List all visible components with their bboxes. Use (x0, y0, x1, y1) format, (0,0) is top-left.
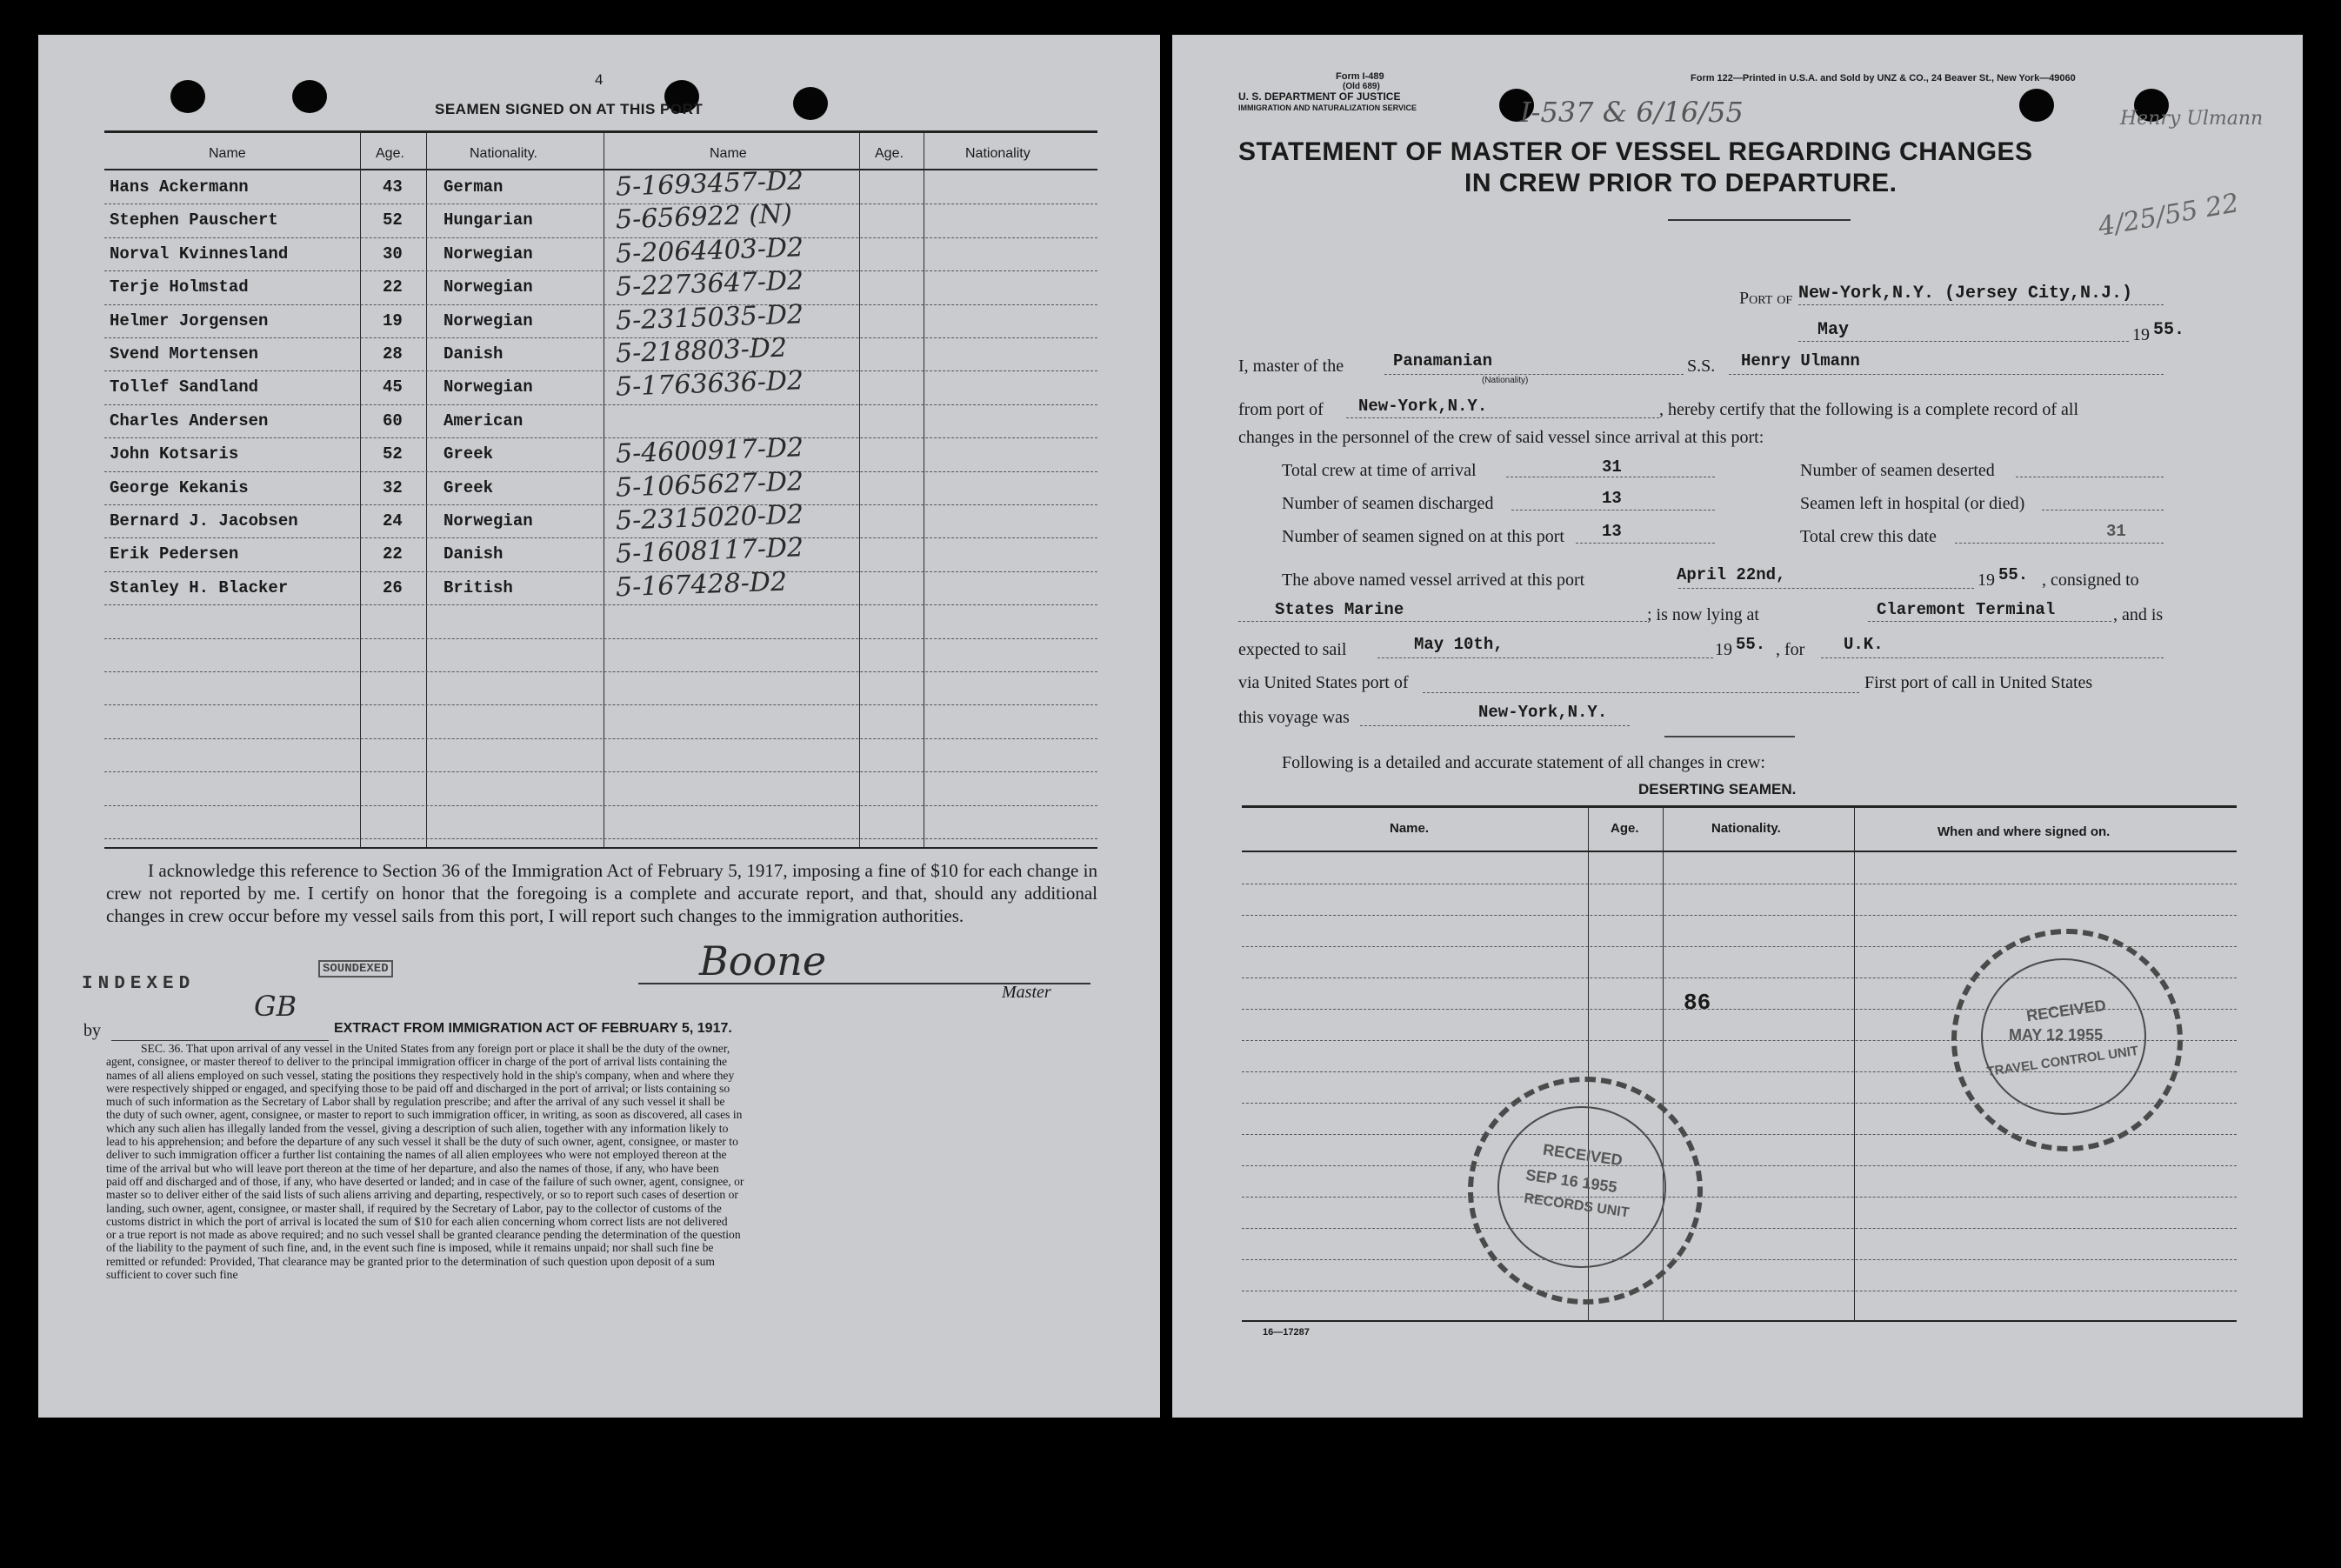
seaman-age: 26 (383, 577, 403, 597)
seaman-nationality: British (444, 577, 513, 597)
seaman-name: Stanley H. Blacker (110, 577, 289, 597)
stamp-received-1: RECEIVED (2024, 996, 2107, 1025)
ss-label: S.S. (1687, 357, 1716, 376)
extract-title: EXTRACT FROM IMMIGRATION ACT OF FEBRUARY 5, 1917. (334, 1021, 732, 1036)
via-label: via United States port of (1238, 673, 1409, 692)
section-36-line: the duty of such owner, agent, consignee, or master to report to such immigration officer, in writing, as soon as discovered, all cases in (106, 1108, 743, 1122)
deserting-note: 86 (1684, 990, 1711, 1016)
statement-title-line2: IN CREW PRIOR TO DEPARTURE. (1464, 169, 1897, 197)
year-value-expected: 55. (1736, 635, 1766, 654)
from-port-value: New-York,N.Y. (1358, 397, 1488, 416)
form-number: Form I-489 (1336, 71, 1384, 82)
stamp-received-2: RECEIVED (1542, 1140, 1624, 1170)
left-title: SEAMEN SIGNED ON AT THIS PORT (435, 101, 704, 117)
deserting-col-age: Age. (1611, 821, 1639, 836)
section-36-line: remitted or refunded: Provided, That clearance may be granted prior to the determination of such question upon deposit of a sum (106, 1254, 715, 1268)
section-36-line: were respectively shipped or engaged, and specifying those to be paid off and discharged in the port of arrival; or lists containing so (106, 1081, 730, 1095)
following-text: Following is a detailed and accurate statement of all changes in crew: (1282, 753, 1765, 772)
deserting-col-nationality: Nationality. (1711, 821, 1781, 836)
seaman-nationality: German (444, 177, 504, 197)
section-36-line: or a true report is not made as above required; and no such vessel shall be granted clearance pending the determination of the question (106, 1228, 741, 1242)
changes-text: changes in the personnel of the crew of said vessel since arrival at this port: (1238, 428, 1764, 447)
first-port-label: First port of call in United States (1864, 673, 2093, 692)
year-value-arrived: 55. (1998, 565, 2029, 584)
total-date-label: Total crew this date (1800, 527, 1937, 546)
seaman-name: Stephen Pauschert (110, 210, 278, 230)
signed-on-label: Number of seamen signed on at this port (1282, 527, 1564, 546)
section-36-line: of the liability to the payment of such fine, and, in the event such fine is imposed, while it remains unpaid; nor shall such fine be (106, 1241, 714, 1255)
page-number: 4 (595, 71, 604, 88)
year-prefix-expected: 19 (1715, 640, 1732, 659)
seaman-name: John Kotsaris (110, 444, 239, 464)
seaman-nationality: Norwegian (444, 277, 533, 297)
stamp-unit-1: TRAVEL CONTROL UNIT (1985, 1043, 2140, 1080)
seaman-document-number: 5-218803-D2 (615, 332, 788, 370)
section-36-line: much of such information as the Secretary of Labor shall by regulation prescribe; and after the arrival of any such vessel it shall be (106, 1095, 725, 1109)
seaman-document-number: 5-2064403-D2 (615, 232, 804, 270)
service: IMMIGRATION AND NATURALIZATION SERVICE (1238, 103, 1417, 112)
seaman-name: Terje Holmstad (110, 277, 249, 297)
seaman-name: Charles Andersen (110, 410, 269, 430)
seaman-age: 30 (383, 244, 403, 264)
stamp-date-1: MAY 12 1955 (2009, 1026, 2104, 1044)
hospital-label: Seamen left in hospital (or died) (1800, 494, 2025, 513)
consigned-value: States Marine (1275, 600, 1404, 619)
punch-hole (2019, 89, 2054, 122)
master-label: Master (1002, 983, 1051, 1002)
seaman-document-number: 5-2315020-D2 (615, 499, 804, 537)
for-label: , for (1776, 640, 1805, 659)
by-initials: GB (254, 990, 297, 1023)
section-36-line: customs district in which the port of arrival is located the sum of $10 for each alien concerning whom correct lists are not delivered (106, 1214, 728, 1228)
year-prefix-arrived: 19 (1978, 570, 1995, 590)
seaman-age: 22 (383, 544, 403, 564)
section-36-line: landing, such owner, agent, consignee, or master shall, if required by the Secretary of Labor, pay to the collector of customs of the (106, 1201, 722, 1215)
seaman-nationality: Hungarian (444, 210, 533, 230)
stamp-unit-2: RECORDS UNIT (1523, 1191, 1631, 1221)
lying-label: ; is now lying at (1647, 605, 1759, 624)
seaman-name: Tollef Sandland (110, 377, 259, 397)
and-is: , and is (2113, 605, 2164, 624)
col-header-name: Name (209, 146, 246, 161)
year-value: 55. (2153, 320, 2185, 340)
seaman-nationality: Norwegian (444, 310, 533, 330)
seaman-document-number: 5-1693457-D2 (615, 165, 804, 203)
footer-code: 16—17287 (1263, 1327, 1310, 1338)
received-stamp-records (1468, 1077, 1703, 1304)
section-36-line: time of the arrival but who will leave port thereon at the time of her departure, and also the names of those, if any, who have been (106, 1161, 719, 1175)
col-header-nationality: Nationality. (470, 146, 537, 161)
seaman-age: 52 (383, 210, 403, 230)
seaman-document-number: 5-1608117-D2 (615, 532, 804, 570)
seaman-document-number: 5-4600917-D2 (615, 432, 804, 470)
seaman-age: 32 (383, 477, 403, 497)
master-prefix: I, master of the (1238, 357, 1344, 376)
deserting-col-name: Name. (1390, 821, 1430, 836)
voyage-value: New-York,N.Y. (1478, 703, 1608, 722)
form-old: (Old 689) (1343, 82, 1380, 91)
printer-note: Form 122—Printed in U.S.A. and Sold by UNZ & CO., 24 Beaver St., New York—49060 (1691, 73, 2076, 83)
seaman-name: Bernard J. Jacobsen (110, 511, 298, 530)
col-header-age-2: Age. (875, 146, 904, 161)
expected-label: expected to sail (1238, 640, 1347, 659)
stamp-date-2: SEP 16 1955 (1524, 1165, 1618, 1197)
seaman-name: Erik Pedersen (110, 544, 239, 564)
seaman-age: 22 (383, 277, 403, 297)
nationality-hint: (Nationality) (1482, 376, 1529, 385)
section-36-line: deliver to such immigration officer a further list containing the names of all alien employees who were not employed thereon at the (106, 1148, 727, 1162)
signed-on-value: 13 (1602, 522, 1622, 541)
seaman-age: 28 (383, 344, 403, 364)
seaman-document-number: 5-2273647-D2 (615, 265, 804, 303)
seaman-age: 19 (383, 310, 403, 330)
soundexed-stamp: SOUNDEXED (318, 960, 393, 977)
master-signature: Boone (699, 937, 827, 984)
section-36-text (106, 1042, 1150, 1281)
indexed-stamp: INDEXED (82, 974, 196, 994)
vessel-name: Henry Ulmann (1741, 351, 1860, 370)
seaman-nationality: Norwegian (444, 377, 533, 397)
port-label: Port of (1739, 289, 1793, 308)
handwritten-name: Henry Ulmann (2120, 108, 2264, 130)
seaman-name: Helmer Jorgensen (110, 310, 269, 330)
discharged-label: Number of seamen discharged (1282, 494, 1494, 513)
deserted-label: Number of seamen deserted (1800, 461, 1995, 480)
acknowledgement-text: I acknowledge this reference to Section 36 of the Immigration Act of February 5, 1917, imposing a fine of $10 for each change in crew not reported by me. I certify on honor that the foregoing is a complete and accurate report, and that, should any additional changes in crew occur before my vessel sails from this port, I will report such changes to the immigration authorities. (106, 860, 1097, 926)
seaman-nationality: Norwegian (444, 244, 533, 264)
right-page (1172, 35, 2303, 1418)
port-value: New-York,N.Y. (Jersey City,N.J.) (1798, 284, 2133, 304)
section-36-line: names of all aliens employed on such vessel, stating the positions they respectively hold in the ship's company, when and where they (106, 1068, 735, 1082)
col-header-nationality-2: Nationality (965, 146, 1030, 161)
seaman-nationality: Greek (444, 477, 494, 497)
col-header-name-2: Name (710, 146, 747, 161)
seaman-document-number: 5-656922 (N) (615, 198, 793, 236)
punch-hole (793, 87, 828, 120)
section-36-line: which any such alien has illegally landed from the vessel, giving a description of such alien, together with any information likely to (106, 1121, 729, 1135)
left-page (38, 35, 1160, 1418)
consigned-label: , consigned to (2042, 570, 2139, 590)
lying-value: Claremont Terminal (1877, 600, 2056, 619)
seaman-nationality: Greek (444, 444, 494, 464)
deserting-col-signed-on: When and where signed on. (1937, 824, 2111, 839)
punch-hole (292, 80, 327, 113)
section-36-line: master so to deliver either of the said lists of such aliens arriving and departing, respectively, or so to report such cases of desertion or (106, 1188, 738, 1202)
date-month: May (1817, 320, 1850, 340)
department: U. S. DEPARTMENT OF JUSTICE (1238, 90, 1401, 103)
section-36-line: SEC. 36. That upon arrival of any vessel in the United States from any foreign port or place it shall be the duty of the owner, (141, 1042, 730, 1055)
seaman-age: 60 (383, 410, 403, 430)
expected-value: May 10th, (1414, 635, 1504, 654)
seaman-name: George Kekanis (110, 477, 249, 497)
col-header-age: Age. (376, 146, 404, 161)
seaman-age: 52 (383, 444, 403, 464)
seaman-age: 24 (383, 511, 403, 530)
handwritten-file-number: I-537 & 6/16/55 (1520, 96, 1744, 129)
section-36-line: lead to his apprehension; and before the departure of any such vessel it shall be the duty of such owner, agent, consignee, or master to (106, 1135, 738, 1149)
from-port-label: from port of (1238, 400, 1324, 419)
seaman-document-number: 5-1065627-D2 (615, 465, 804, 504)
arrived-label: The above named vessel arrived at this port (1282, 570, 1585, 590)
seaman-name: Hans Ackermann (110, 177, 249, 197)
by-label: by (83, 1021, 101, 1040)
section-36-line: agent, consignee, or master thereof to deliver to the principal immigration officer in charge of the port of arrival lists containing the (106, 1055, 728, 1069)
seaman-document-number: 5-2315035-D2 (615, 298, 804, 337)
section-36-line: sufficient to cover such fine (106, 1268, 238, 1282)
seaman-document-number: 5-1763636-D2 (615, 365, 804, 404)
seaman-age: 43 (383, 177, 403, 197)
discharged-value: 13 (1602, 489, 1622, 508)
statement-title-line1: STATEMENT OF MASTER OF VESSEL REGARDING CHANGES (1238, 137, 2033, 166)
section-36-line: paid off and discharged and of those, if any, who have deserted or landed; and in case of the failure of such owner, agent, consignee, or (106, 1174, 744, 1188)
voyage-label: this voyage was (1238, 708, 1350, 727)
seaman-nationality: Danish (444, 544, 504, 564)
seaman-document-number: 5-167428-D2 (615, 566, 788, 604)
for-value: U.K. (1844, 635, 1884, 654)
handwritten-date: 4/25/55 22 (2096, 188, 2242, 243)
total-arrival-label: Total crew at time of arrival (1282, 461, 1477, 480)
seaman-name: Svend Mortensen (110, 344, 259, 364)
total-arrival-value: 31 (1602, 457, 1622, 477)
seaman-nationality: Danish (444, 344, 504, 364)
punch-hole (170, 80, 205, 113)
total-date-value: 31 (2106, 522, 2126, 541)
seaman-name: Norval Kvinnesland (110, 244, 289, 264)
seaman-age: 45 (383, 377, 403, 397)
certify-text: , hereby certify that the following is a complete record of all (1659, 400, 2079, 419)
seaman-nationality: American (444, 410, 524, 430)
deserting-title: DESERTING SEAMEN. (1638, 781, 1797, 797)
arrived-value: April 22nd, (1677, 565, 1786, 584)
nationality-value: Panamanian (1393, 351, 1493, 370)
seaman-nationality: Norwegian (444, 511, 533, 530)
year-prefix: 19 (2132, 325, 2150, 344)
